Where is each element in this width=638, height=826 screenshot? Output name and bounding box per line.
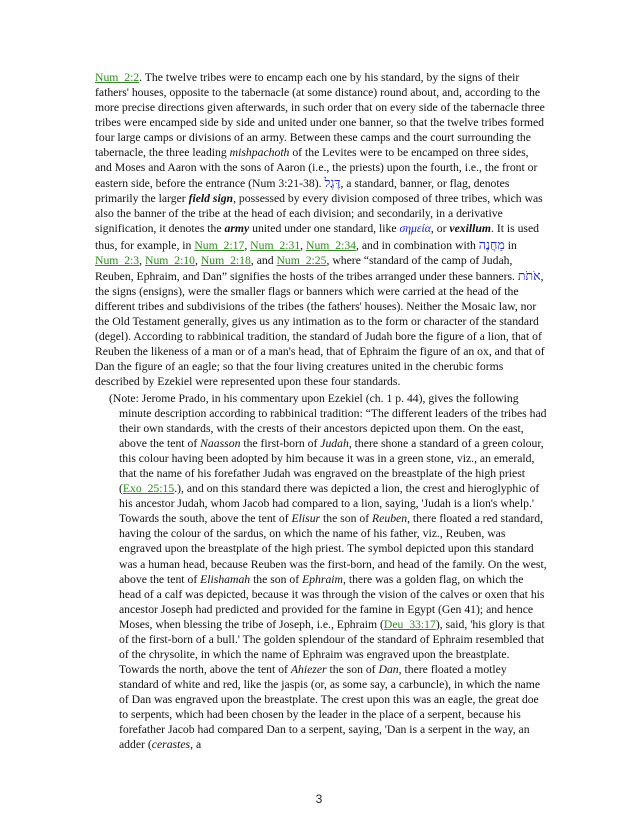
text-run: , the signs (ensigns), were the smaller flags or banners which were carried at the head of the different tribes and subdivisions of the tribes (the fathers' houses). Neither the Mosaic law, nor the Old Testament generally, gives us any intimation as to the form or character of the standard (degel). According to rabbinical tradition, the standard of Judah bore the figure of a lion, that of Reuben the likeness of a man or of a man's head, that of Ephraim the figure of an ox, and that of Dan the figure of an eagle; so that the four living creatures united in the cherubic forms described by Ezekiel were represented upon these four standards. bbox=[95, 269, 545, 388]
verse-link-num-2-2[interactable]: Num_2:2 bbox=[95, 71, 140, 84]
italic-term-field-sign: field sign bbox=[188, 192, 234, 206]
italic-name-elishamah: Elishamah bbox=[200, 572, 251, 586]
text-run: (Note: Jerome Prado, in his commentary upon Ezekiel (ch. 1 p. 44), gives the following minute description according to rabbinical tradition: “The different leaders of the tribes had their own standards, with the crests of their ancestors depicted upon them. On the east, above the tent of bbox=[109, 391, 547, 451]
italic-term-army: army bbox=[224, 222, 250, 236]
italic-name-dan: Dan bbox=[378, 662, 399, 676]
greek-word-semeia: σημεία bbox=[399, 222, 431, 236]
italic-name-judah: Judah bbox=[320, 437, 349, 451]
hebrew-word-machaneh: מַחֲנֶה bbox=[478, 236, 505, 252]
paragraph-note bbox=[109, 391, 547, 752]
verse-link-num-2-3[interactable]: Num_2:3 bbox=[95, 253, 140, 267]
text-run: . The twelve tribes were to encamp each one by his standard, by the signs of their fathers' houses, opposite to the tabernacle (at some distance) round about, and, according to the more precise directions given afterwards, in such order that on every side of the tabernacle three tribes were encamped side by side and united under one banner, so that the twelve tribes formed four large camps or divisions of an army. Between these camps and the court surrounding the tabernacle, the three leading bbox=[95, 71, 545, 160]
text-run: , there shone a standard of a green colour, this colour having been adopted by him because it was in a green stone, viz., an emerald, that the name of his forefather Judah was engraved on the breastplate of the high priest ( bbox=[119, 437, 544, 496]
verse-link-num-2-18[interactable]: Num_2:18 bbox=[200, 253, 251, 267]
text-run: the son of bbox=[250, 572, 303, 586]
text-run: of the Levites were to be encamped on three sides, and Moses and Aaron with the sons of Aaron (i.e., the priests) upon the fourth, i.e., the front or eastern side, before the entrance (Num 3:21-38). bbox=[95, 146, 538, 191]
italic-term-mishpachoth: mishpachoth bbox=[229, 146, 290, 160]
text-run: , there floated a red standard, having the colour of the sardus, on which the name of his father, viz., Reuben, was engraved upon the breastplate of the high priest. The symbol depicted upon this standard was a human head, because Reuben was the first-born, and head of the family. On the west, above the tent of bbox=[119, 512, 547, 586]
italic-name-elisur: Elisur bbox=[291, 512, 321, 526]
text-run: , and in combination with bbox=[356, 238, 479, 252]
text-run: in bbox=[504, 238, 517, 252]
italic-name-ahiezer: Ahiezer bbox=[290, 662, 327, 676]
text-run: the son of bbox=[320, 512, 373, 526]
text-run: , bbox=[195, 253, 201, 267]
text-run: . It is used thus, for example, in bbox=[95, 222, 540, 252]
text-run: , or bbox=[430, 222, 450, 236]
verse-link-num-2-34[interactable]: Num_2:34 bbox=[306, 238, 357, 252]
text-run: .), and on this standard there was depicted a lion, the crest and hieroglyphic of his ancestor Judah, whom Jacob had compared to a lion, saying, 'Judah is a lion's whelp.' Towards the south, above the tent of bbox=[119, 482, 540, 526]
hebrew-word-degel: דֶּגֶל bbox=[324, 175, 341, 191]
verse-link-num-2-31[interactable]: Num_2:31 bbox=[250, 238, 301, 252]
verse-link-deu-33-17[interactable]: Deu_33:17 bbox=[383, 617, 436, 631]
text-run: united under one standard, like bbox=[249, 222, 400, 236]
italic-term-vexillum: vexillum bbox=[449, 222, 491, 236]
text-run: , a standard, banner, or flag, denotes primarily the larger bbox=[95, 177, 510, 206]
italic-name-naasson: Naasson bbox=[200, 437, 241, 451]
text-run: , bbox=[244, 238, 251, 252]
text-run: , a bbox=[190, 738, 202, 752]
document-body bbox=[95, 70, 547, 752]
page-number: 3 bbox=[315, 792, 323, 806]
italic-name-ephraim: Ephraim bbox=[302, 572, 343, 586]
text-run: the son of bbox=[326, 662, 379, 676]
text-run: ), said, 'his glory is that of the first-born of a bull.' The golden splendour of the standard of Ephraim resembled that of the chrysolite, in which the name of Ephraim was engraved upon the breastplate. Towards the north, above the tent of bbox=[119, 617, 545, 676]
verse-link-num-2-17[interactable]: Num_2:17 bbox=[194, 238, 245, 252]
verse-link-exo-25-15[interactable]: Exo_25:15 bbox=[122, 482, 175, 496]
italic-name-reuben: Reuben bbox=[372, 512, 408, 526]
text-run: , where “standard of the camp of Judah, Reuben, Ephraim, and Dan” signifies the hosts of the tribes arranged under these banners. bbox=[95, 253, 518, 283]
text-run: , there floated a motley standard of white and red, like the jaspis (or, as some say, a carbuncle), in which the name of Dan was engraved upon the breastplate. The crest upon this was an eagle, the great doe to serpents, which had been chosen by the leader in the place of a serpent, because his forefather Jacob had compared Dan to a serpent, saying, 'Dan is a serpent in the way, an adder ( bbox=[119, 662, 541, 752]
verse-link-num-2-25[interactable]: Num_2:25 bbox=[276, 253, 327, 267]
text-run: , possessed by every division composed of three tribes, which was also the banner of the tribe at the head of each division; and secondarily, in a derivative signification, it denotes the bbox=[95, 192, 543, 236]
text-run: the first-born of bbox=[240, 437, 321, 451]
italic-term-cerastes: cerastes bbox=[151, 738, 191, 752]
hebrew-word-othoth: אֹתֹת bbox=[517, 267, 541, 283]
paragraph-main bbox=[95, 70, 547, 389]
text-run: , bbox=[300, 238, 307, 252]
text-run: , bbox=[139, 253, 145, 267]
text-run: , there was a golden flag, on which the head of a calf was depicted, because it was through the vision of the calves or oxen that his ancestor Joseph had predicted and provided for the famine in Egypt (Gen 41); and hence Moses, when blessing the tribe of Joseph, i.e., Ephraim ( bbox=[119, 572, 545, 631]
text-run: , and bbox=[250, 253, 277, 267]
verse-link-num-2-10[interactable]: Num_2:10 bbox=[145, 253, 195, 267]
